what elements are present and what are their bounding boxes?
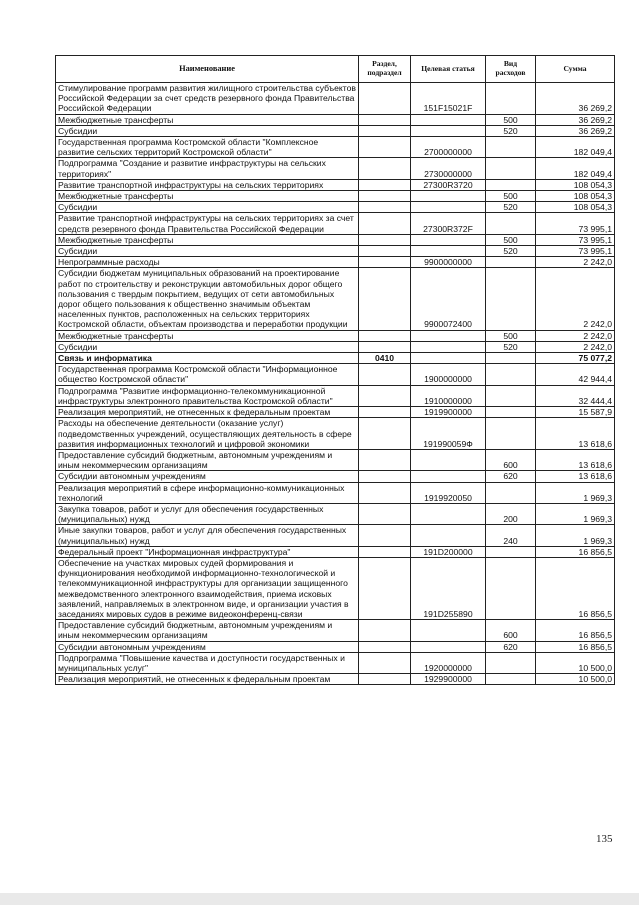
row-type [486,179,536,190]
row-section [359,341,411,352]
row-sum: 182 049,4 [536,158,615,179]
table-row [56,641,615,652]
table-row [56,191,615,202]
row-section [359,179,411,190]
row-type: 500 [486,191,536,202]
row-section [359,268,411,330]
row-section [359,114,411,125]
table-body [56,83,615,685]
footer-strip [0,893,639,905]
table-row [56,202,615,213]
row-name: Межбюджетные трансферты [56,330,359,341]
row-section [359,471,411,482]
row-type [486,213,536,234]
table-row [56,418,615,450]
row-type [486,652,536,673]
table-row [56,557,615,619]
row-section [359,125,411,136]
row-sum: 108 054,3 [536,191,615,202]
row-name: Субсидии [56,341,359,352]
row-type: 500 [486,114,536,125]
row-name: Федеральный проект "Информационная инфраструктура" [56,546,359,557]
row-type: 240 [486,525,536,546]
table-row [56,268,615,330]
row-section: 0410 [359,353,411,364]
row-name: Государственная программа Костромской области "Информационное общество Костромской области" [56,364,359,385]
row-sum: 2 242,0 [536,268,615,330]
row-section [359,83,411,115]
header-sum: Сумма [536,56,615,83]
table-row [56,257,615,268]
row-name: Государственная программа Костромской области "Комплексное развитие сельских территорий Костромской области" [56,137,359,158]
table-row [56,503,615,524]
row-sum: 15 587,9 [536,407,615,418]
row-name: Развитие транспортной инфраструктуры на сельских территориях [56,179,359,190]
table-row [56,330,615,341]
row-section [359,482,411,503]
row-section [359,158,411,179]
row-section [359,503,411,524]
row-sum: 1 969,3 [536,525,615,546]
row-type [486,83,536,115]
row-section [359,137,411,158]
table-row [56,407,615,418]
row-name: Подпрограмма "Повышение качества и доступности государственных и муниципальных услуг" [56,652,359,673]
row-article [411,471,486,482]
row-article [411,202,486,213]
row-section [359,257,411,268]
table-header-row [56,56,615,83]
row-section [359,557,411,619]
row-article [411,641,486,652]
row-name: Межбюджетные трансферты [56,234,359,245]
table-row [56,652,615,673]
row-name: Подпрограмма "Создание и развитие инфраструктуры на сельских территориях" [56,158,359,179]
row-section [359,246,411,257]
row-section [359,449,411,470]
row-article [411,341,486,352]
row-type [486,137,536,158]
row-type: 600 [486,449,536,470]
row-name: Субсидии [56,202,359,213]
row-article: 1910000000 [411,385,486,406]
table-row [56,385,615,406]
row-type [486,158,536,179]
table-row [56,158,615,179]
row-type [486,353,536,364]
row-sum: 13 618,6 [536,449,615,470]
row-type [486,385,536,406]
row-sum: 73 995,1 [536,246,615,257]
row-type [486,482,536,503]
page-number: 135 [596,833,613,845]
row-article: 1900000000 [411,364,486,385]
row-name: Закупка товаров, работ и услуг для обеспечения государственных (муниципальных) нужд [56,503,359,524]
row-sum: 2 242,0 [536,341,615,352]
row-sum: 10 500,0 [536,652,615,673]
row-article: 191D255890 [411,557,486,619]
row-sum: 182 049,4 [536,137,615,158]
row-sum: 16 856,5 [536,641,615,652]
row-article [411,449,486,470]
row-sum: 2 242,0 [536,330,615,341]
table-row [56,83,615,115]
table-row [56,546,615,557]
row-sum: 36 269,2 [536,114,615,125]
row-type: 200 [486,503,536,524]
row-article [411,353,486,364]
row-type [486,268,536,330]
row-sum: 13 618,6 [536,418,615,450]
row-sum: 13 618,6 [536,471,615,482]
row-type [486,418,536,450]
table-row [56,114,615,125]
row-sum: 73 995,1 [536,234,615,245]
row-article [411,330,486,341]
row-section [359,674,411,685]
row-type: 620 [486,641,536,652]
row-type: 520 [486,125,536,136]
row-name: Реализация мероприятий, не отнесенных к федеральным проектам [56,674,359,685]
row-article: 1929900000 [411,674,486,685]
row-type: 520 [486,246,536,257]
row-article [411,503,486,524]
row-sum: 16 856,5 [536,546,615,557]
table-row [56,234,615,245]
row-sum: 36 269,2 [536,125,615,136]
row-name: Реализация мероприятий, не отнесенных к федеральным проектам [56,407,359,418]
row-type: 620 [486,471,536,482]
row-article [411,125,486,136]
row-article: 1919920050 [411,482,486,503]
row-section [359,620,411,641]
row-article: 2730000000 [411,158,486,179]
row-section [359,364,411,385]
row-sum: 16 856,5 [536,620,615,641]
row-type [486,364,536,385]
table-row [56,246,615,257]
row-name: Предоставление субсидий бюджетным, автономным учреждениям и иным некоммерческим организациям [56,449,359,470]
row-sum: 73 995,1 [536,213,615,234]
row-sum: 1 969,3 [536,482,615,503]
row-name: Субсидии автономным учреждениям [56,641,359,652]
row-type: 520 [486,341,536,352]
row-section [359,191,411,202]
row-name: Субсидии [56,125,359,136]
row-type: 500 [486,234,536,245]
row-type [486,546,536,557]
row-article: 151F15021F [411,83,486,115]
row-article: 9900000000 [411,257,486,268]
row-name: Связь и информатика [56,353,359,364]
row-sum: 108 054,3 [536,202,615,213]
row-sum: 36 269,2 [536,83,615,115]
row-name: Обеспечение на участках мировых судей формирования и функционирования необходимой информационно-технологической и телекоммуникационной инфраструктуры для организации защищенного межведомственного электронного взаимодействия, приема исковых заявлений, направляемых в электронном виде, и организации участия в заседаниях мировых судов в режиме видеоконференц-связи [56,557,359,619]
row-section [359,213,411,234]
row-type [486,407,536,418]
row-name: Иные закупки товаров, работ и услуг для обеспечения государственных (муниципальных) нужд [56,525,359,546]
row-article [411,114,486,125]
row-sum: 42 944,4 [536,364,615,385]
row-sum: 108 054,3 [536,179,615,190]
row-sum: 1 969,3 [536,503,615,524]
row-article: 191D200000 [411,546,486,557]
table-row [56,341,615,352]
table-row [56,179,615,190]
table-row [56,471,615,482]
table-row [56,125,615,136]
table-row [56,449,615,470]
row-type [486,557,536,619]
row-type: 500 [486,330,536,341]
table-row [56,213,615,234]
table-row [56,525,615,546]
row-section [359,525,411,546]
row-article: 191990059Ф [411,418,486,450]
row-name: Межбюджетные трансферты [56,114,359,125]
table-row [56,620,615,641]
row-article [411,191,486,202]
row-sum: 10 500,0 [536,674,615,685]
row-name: Субсидии [56,246,359,257]
header-section: Раздел, подраздел [359,56,411,83]
row-name: Расходы на обеспечение деятельности (оказание услуг) подведомственных учреждений, осуществляющих деятельность в сфере развития информационных технологий и цифровой экономики [56,418,359,450]
header-name: Наименование [56,56,359,83]
row-section [359,385,411,406]
header-article: Целевая статья [411,56,486,83]
row-name: Подпрограмма "Развитие информационно-телекоммуникационной инфраструктуры электронного правительства Костромской области" [56,385,359,406]
table-row [56,353,615,364]
row-name: Предоставление субсидий бюджетным, автономным учреждениям и иным некоммерческим организациям [56,620,359,641]
table-row [56,137,615,158]
row-article [411,620,486,641]
header-type: Вид расходов [486,56,536,83]
row-section [359,234,411,245]
row-article: 27300R3720 [411,179,486,190]
row-article: 27300R372F [411,213,486,234]
row-section [359,330,411,341]
row-type [486,257,536,268]
row-article [411,246,486,257]
row-name: Субсидии бюджетам муниципальных образований на проектирование работ по строительству и реконструкции автомобильных дорог общего пользования с твердым покрытием, ведущих от сети автомобильных дорог общего пользования к общественно значимым объектам населенных пунктов, расположенных на сельских территориях Костромской области, объектам производства и переработки продукции [56,268,359,330]
row-type: 600 [486,620,536,641]
row-name: Реализация мероприятий в сфере информационно-коммуникационных технологий [56,482,359,503]
table-row [56,674,615,685]
row-sum: 2 242,0 [536,257,615,268]
row-sum: 75 077,2 [536,353,615,364]
row-article [411,525,486,546]
row-section [359,418,411,450]
row-section [359,407,411,418]
row-name: Субсидии автономным учреждениям [56,471,359,482]
budget-table [55,55,615,685]
row-article: 1919900000 [411,407,486,418]
row-sum: 32 444,4 [536,385,615,406]
row-section [359,546,411,557]
row-article: 1920000000 [411,652,486,673]
row-article [411,234,486,245]
row-section [359,641,411,652]
row-article: 9900072400 [411,268,486,330]
row-article: 2700000000 [411,137,486,158]
row-name: Межбюджетные трансферты [56,191,359,202]
row-name: Непрограммные расходы [56,257,359,268]
row-name: Развитие транспортной инфраструктуры на сельских территориях за счет средств резервного фонда Правительства Российской Федерации [56,213,359,234]
table-row [56,482,615,503]
row-name: Стимулирование программ развития жилищного строительства субъектов Российской Федерации за счет средств резервного фонда Правительства Российской Федерации [56,83,359,115]
row-section [359,652,411,673]
row-type [486,674,536,685]
row-section [359,202,411,213]
table-row [56,364,615,385]
row-sum: 16 856,5 [536,557,615,619]
row-type: 520 [486,202,536,213]
